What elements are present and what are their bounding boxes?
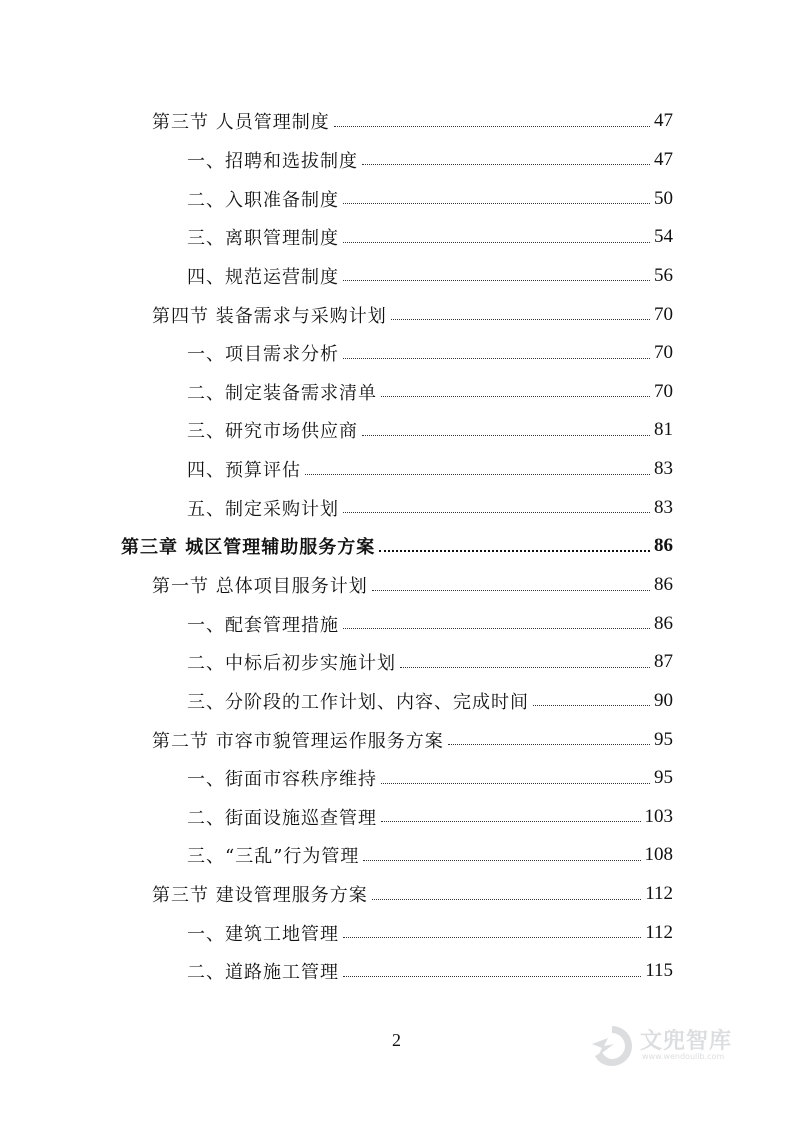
dot-leader bbox=[343, 628, 650, 629]
toc-entry-page: 86 bbox=[654, 612, 673, 634]
toc-entry[interactable] bbox=[0, 334, 673, 373]
toc-entry-title: 一、配套管理措施 bbox=[187, 614, 339, 636]
toc-entry-title: 二、街面设施巡查管理 bbox=[187, 807, 377, 829]
toc-entry-title: 三、离职管理制度 bbox=[187, 228, 339, 250]
toc-entry[interactable] bbox=[0, 257, 673, 296]
dot-leader bbox=[343, 242, 650, 243]
dot-leader bbox=[448, 744, 650, 745]
watermark-subtext: www.wendoulib.com bbox=[642, 1052, 725, 1061]
dot-leader bbox=[343, 937, 641, 938]
toc-entry[interactable] bbox=[0, 450, 673, 489]
dot-leader bbox=[379, 550, 650, 552]
toc-entry-title: 第三章 城区管理辅助服务方案 bbox=[121, 537, 376, 559]
toc-entry-page: 54 bbox=[654, 226, 673, 248]
toc-entry[interactable] bbox=[0, 295, 673, 334]
toc-entry-page: 90 bbox=[654, 689, 673, 711]
toc-entry[interactable] bbox=[0, 372, 673, 411]
toc-entry-title: 四、预算评估 bbox=[187, 460, 301, 482]
toc-entry-page: 70 bbox=[654, 342, 673, 364]
toc-entry-title: 第三节 人员管理制度 bbox=[152, 112, 330, 134]
toc-entry-title: 二、中标后初步实施计划 bbox=[187, 653, 396, 675]
watermark-logo-icon bbox=[588, 1022, 636, 1070]
toc-entry-page: 86 bbox=[654, 535, 673, 557]
dot-leader bbox=[343, 280, 650, 281]
toc-entry-page: 81 bbox=[654, 419, 673, 441]
toc-entry-page: 103 bbox=[644, 805, 673, 827]
toc-entry-page: 83 bbox=[654, 458, 673, 480]
toc-entry[interactable] bbox=[0, 604, 673, 643]
toc-entry[interactable] bbox=[0, 798, 673, 837]
dot-leader bbox=[334, 126, 650, 127]
toc-entry[interactable] bbox=[0, 488, 673, 527]
toc-entry-title: 第三节 建设管理服务方案 bbox=[152, 885, 368, 907]
dot-leader bbox=[343, 203, 650, 204]
toc-entry-page: 115 bbox=[645, 960, 673, 982]
toc-entry-page: 50 bbox=[654, 187, 673, 209]
toc-entry-title: 二、道路施工管理 bbox=[187, 962, 339, 984]
toc-entry-title: 二、入职准备制度 bbox=[187, 189, 339, 211]
toc-entry[interactable] bbox=[0, 411, 673, 450]
toc-entry-title: 第四节 装备需求与采购计划 bbox=[152, 305, 387, 327]
toc-entry[interactable] bbox=[0, 682, 673, 721]
toc-entry[interactable] bbox=[0, 218, 673, 257]
toc-entry[interactable] bbox=[0, 836, 673, 875]
toc-entry-page: 87 bbox=[654, 651, 673, 673]
watermark bbox=[588, 1018, 758, 1074]
toc-entry[interactable] bbox=[0, 179, 673, 218]
dot-leader bbox=[343, 976, 641, 977]
dot-leader bbox=[343, 512, 650, 513]
toc-entry-page: 112 bbox=[645, 921, 673, 943]
watermark-text: 文兜智库 bbox=[640, 1029, 733, 1054]
dot-leader bbox=[305, 474, 650, 475]
toc-entry[interactable] bbox=[0, 759, 673, 798]
toc-entry-chapter[interactable] bbox=[0, 527, 673, 566]
dot-leader bbox=[381, 783, 650, 784]
toc-entry-page: 112 bbox=[645, 883, 673, 905]
dot-leader bbox=[362, 164, 650, 165]
toc-entry-title: 五、制定采购计划 bbox=[187, 498, 339, 520]
dot-leader bbox=[363, 860, 640, 861]
toc-entry-title: 三、研究市场供应商 bbox=[187, 421, 358, 443]
dot-leader bbox=[391, 319, 650, 320]
toc-entry-title: 三、分阶段的工作计划、内容、完成时间 bbox=[187, 691, 529, 713]
toc-entry-title: 一、建筑工地管理 bbox=[187, 923, 339, 945]
dot-leader bbox=[372, 590, 650, 591]
toc-entry-page: 83 bbox=[654, 496, 673, 518]
toc-entry-page: 47 bbox=[654, 110, 673, 132]
toc-entry-page: 95 bbox=[654, 767, 673, 789]
dot-leader bbox=[343, 358, 650, 359]
toc-entry-title: 第一节 总体项目服务计划 bbox=[152, 576, 368, 597]
toc-entry-page: 70 bbox=[654, 303, 673, 325]
toc-entry-title: 三、“三乱”行为管理 bbox=[187, 846, 360, 868]
toc-entry[interactable] bbox=[0, 566, 673, 605]
dot-leader bbox=[381, 396, 650, 397]
toc-entry[interactable] bbox=[0, 720, 673, 759]
toc-entry-page: 70 bbox=[654, 380, 673, 402]
toc-entry-title: 二、制定装备需求清单 bbox=[187, 382, 377, 404]
toc-entry-page: 108 bbox=[644, 844, 673, 866]
toc-entry-page: 95 bbox=[654, 728, 673, 750]
dot-leader bbox=[400, 667, 650, 668]
toc-entry[interactable] bbox=[0, 102, 673, 141]
toc-entry-page: 86 bbox=[654, 574, 673, 595]
toc-entry-page: 56 bbox=[654, 264, 673, 286]
dot-leader bbox=[372, 899, 641, 900]
dot-leader bbox=[381, 821, 641, 822]
toc-entry-title: 四、规范运营制度 bbox=[187, 266, 339, 288]
dot-leader bbox=[362, 435, 650, 436]
toc-entry-title: 第二节 市容市貌管理运作服务方案 bbox=[152, 730, 444, 752]
page-number: 2 bbox=[392, 1030, 401, 1050]
dot-leader bbox=[533, 705, 650, 706]
toc-entry-title: 一、招聘和选拔制度 bbox=[187, 150, 358, 172]
toc-entry[interactable] bbox=[0, 875, 673, 914]
table-of-contents bbox=[0, 102, 793, 991]
toc-entry[interactable] bbox=[0, 643, 673, 682]
toc-entry[interactable] bbox=[0, 141, 673, 180]
toc-entry-title: 一、街面市容秩序维持 bbox=[187, 769, 377, 791]
toc-entry-title: 一、项目需求分析 bbox=[187, 344, 339, 366]
toc-entry-page: 47 bbox=[654, 148, 673, 170]
toc-entry[interactable] bbox=[0, 913, 673, 952]
toc-entry[interactable] bbox=[0, 952, 673, 991]
